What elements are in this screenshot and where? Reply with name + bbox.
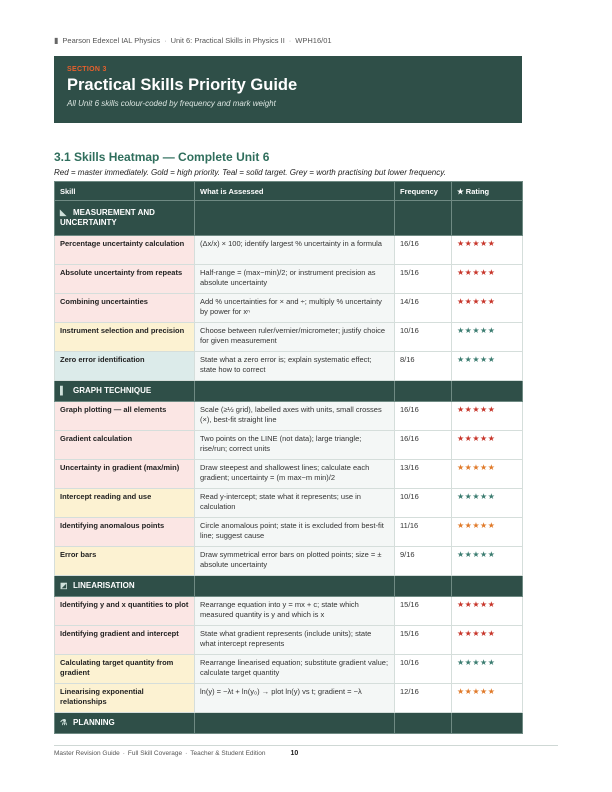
skill-cell: Combining uncertainties <box>55 294 195 323</box>
category-empty-cell <box>195 576 395 597</box>
assessed-cell: Rearrange equation into y = mx + c; state which measured quantity is y and which is x <box>195 597 395 626</box>
assessed-cell: State what gradient represents (include units); state what intercept represents <box>195 626 395 655</box>
rating-stars: ★★★★★ <box>452 518 523 547</box>
frequency-cell: 9/16 <box>395 547 452 576</box>
skill-cell: Instrument selection and precision <box>55 323 195 352</box>
footer-coverage: Full Skill Coverage <box>127 750 183 757</box>
category-empty-cell <box>452 576 523 597</box>
frequency-cell: 16/16 <box>395 236 452 265</box>
column-header-assessed: What is Assessed <box>195 182 395 201</box>
skill-cell: Percentage uncertainty calculation <box>55 236 195 265</box>
frequency-cell: 16/16 <box>395 431 452 460</box>
skill-cell: Graph plotting — all elements <box>55 402 195 431</box>
category-row <box>55 713 523 734</box>
frequency-cell: 15/16 <box>395 265 452 294</box>
category-row <box>55 576 523 597</box>
frequency-cell: 13/16 <box>395 460 452 489</box>
assessed-cell: Two points on the LINE (not data); large triangle; rise/run; correct units <box>195 431 395 460</box>
footer-edition: Teacher & Student Edition <box>190 750 266 757</box>
skill-cell: Identifying gradient and intercept <box>55 626 195 655</box>
assessed-cell: Half-range = (max−min)/2; or instrument precision as absolute uncertainty <box>195 265 395 294</box>
skill-cell: Uncertainty in gradient (max/min) <box>55 460 195 489</box>
skill-cell: Zero error identification <box>55 352 195 381</box>
category-title-cell <box>55 201 195 236</box>
rating-stars: ★★★★★ <box>452 489 523 518</box>
header-unit: Unit 6: Practical Skills in Physics II <box>170 36 285 45</box>
rating-stars: ★★★★★ <box>452 655 523 684</box>
page-number: 10 <box>290 750 299 757</box>
table-row <box>55 547 523 576</box>
category-empty-cell <box>395 713 452 734</box>
skills-heatmap-table <box>54 181 523 734</box>
assessed-cell: Rearrange linearised equation; substitute gradient value; calculate target quantity <box>195 655 395 684</box>
header-board: Pearson Edexcel IAL Physics <box>62 36 161 45</box>
category-title-cell <box>55 381 195 402</box>
rating-stars: ★★★★★ <box>452 460 523 489</box>
header-paper-code: WPH16/01 <box>295 36 332 45</box>
category-row <box>55 381 523 402</box>
assessed-cell: Circle anomalous point; state it is excluded from best-fit line; suggest cause <box>195 518 395 547</box>
header-separator: · <box>288 36 292 45</box>
category-empty-cell <box>195 713 395 734</box>
chart-icon: ▌ <box>60 386 66 395</box>
frequency-cell: 14/16 <box>395 294 452 323</box>
assessed-cell: Read y-intercept; state what it represents; use in calculation <box>195 489 395 518</box>
table-row <box>55 684 523 713</box>
assessed-cell: Add % uncertainties for × and ÷; multiply % uncertainty by power for xⁿ <box>195 294 395 323</box>
assessed-cell: Scale (≥½ grid), labelled axes with units, small crosses (×), best-fit straight line <box>195 402 395 431</box>
category-empty-cell <box>452 381 523 402</box>
ruler-icon: ◣ <box>60 208 67 217</box>
table-row <box>55 431 523 460</box>
table-row <box>55 323 523 352</box>
column-header-rating: ★ Rating <box>452 182 523 201</box>
category-empty-cell <box>195 201 395 236</box>
book-icon: ▮ <box>54 36 59 45</box>
table-row <box>55 236 523 265</box>
column-header-skill: Skill <box>55 182 195 201</box>
table-row <box>55 626 523 655</box>
page-title: Practical Skills Priority Guide <box>67 76 298 94</box>
frequency-cell: 10/16 <box>395 323 452 352</box>
table-row <box>55 402 523 431</box>
table-body <box>55 201 523 734</box>
table-row <box>55 655 523 684</box>
table-row <box>55 489 523 518</box>
category-title-cell <box>55 576 195 597</box>
footer-separator: · <box>122 750 125 757</box>
table-row <box>55 597 523 626</box>
frequency-cell: 12/16 <box>395 684 452 713</box>
assessed-cell: Choose between ruler/vernier/micrometer; justify choice for given measurement <box>195 323 395 352</box>
section-label: SECTION 3 <box>67 66 107 73</box>
table-row <box>55 518 523 547</box>
rating-stars: ★★★★★ <box>452 265 523 294</box>
section-banner <box>54 56 522 123</box>
rating-stars: ★★★★★ <box>452 431 523 460</box>
section-heading: 3.1 Skills Heatmap — Complete Unit 6 <box>54 150 270 164</box>
skill-cell: Intercept reading and use <box>55 489 195 518</box>
line-chart-icon: ◩ <box>60 581 68 590</box>
frequency-cell: 8/16 <box>395 352 452 381</box>
table-row <box>55 294 523 323</box>
category-empty-cell <box>452 201 523 236</box>
rating-stars: ★★★★★ <box>452 352 523 381</box>
skill-cell: Calculating target quantity from gradient <box>55 655 195 684</box>
category-row <box>55 201 523 236</box>
assessed-cell: Draw symmetrical error bars on plotted points; size = ± absolute uncertainty <box>195 547 395 576</box>
skill-cell: Error bars <box>55 547 195 576</box>
category-title: MEASUREMENT AND UNCERTAINTY <box>60 208 155 227</box>
category-empty-cell <box>395 576 452 597</box>
assessed-cell: ln(y) = −λt + ln(y₀) → plot ln(y) vs t; gradient = −λ <box>195 684 395 713</box>
skill-cell: Absolute uncertainty from repeats <box>55 265 195 294</box>
skill-cell: Gradient calculation <box>55 431 195 460</box>
category-empty-cell <box>395 381 452 402</box>
frequency-cell: 10/16 <box>395 489 452 518</box>
frequency-cell: 10/16 <box>395 655 452 684</box>
table-header-row <box>55 182 523 201</box>
category-title-cell <box>55 713 195 734</box>
category-empty-cell <box>452 713 523 734</box>
page-subtitle: All Unit 6 skills colour-coded by frequency and mark weight <box>67 99 276 108</box>
footer-guide: Master Revision Guide <box>54 750 120 757</box>
page-footer <box>54 750 298 757</box>
skill-cell: Identifying y and x quantities to plot <box>55 597 195 626</box>
rating-stars: ★★★★★ <box>452 597 523 626</box>
assessed-cell: Draw steepest and shallowest lines; calculate each gradient; uncertainty = (m max−m min)/2 <box>195 460 395 489</box>
category-title: PLANNING <box>73 718 115 727</box>
rating-stars: ★★★★★ <box>452 294 523 323</box>
rating-stars: ★★★★★ <box>452 547 523 576</box>
category-title: GRAPH TECHNIQUE <box>73 386 152 395</box>
column-header-frequency: Frequency <box>395 182 452 201</box>
flask-icon: ⚗ <box>60 718 68 727</box>
table-row <box>55 460 523 489</box>
skill-cell: Linearising exponential relationships <box>55 684 195 713</box>
rating-stars: ★★★★★ <box>452 684 523 713</box>
footer-separator: · <box>185 750 188 757</box>
table-row <box>55 265 523 294</box>
rating-stars: ★★★★★ <box>452 626 523 655</box>
category-empty-cell <box>195 381 395 402</box>
table-row <box>55 352 523 381</box>
colour-legend: Red = master immediately. Gold = high priority. Teal = solid target. Grey = worth practising but lower frequency. <box>54 168 446 177</box>
category-empty-cell <box>395 201 452 236</box>
frequency-cell: 15/16 <box>395 626 452 655</box>
skill-cell: Identifying anomalous points <box>55 518 195 547</box>
assessed-cell: State what a zero error is; explain systematic effect; state how to correct <box>195 352 395 381</box>
header-separator: · <box>164 36 167 45</box>
category-title: LINEARISATION <box>73 581 135 590</box>
rating-stars: ★★★★★ <box>452 236 523 265</box>
rating-stars: ★★★★★ <box>452 323 523 352</box>
assessed-cell: (Δx/x) × 100; identify largest % uncertainty in a formula <box>195 236 395 265</box>
rating-stars: ★★★★★ <box>452 402 523 431</box>
running-header <box>54 36 332 45</box>
footer-divider <box>54 745 558 746</box>
frequency-cell: 16/16 <box>395 402 452 431</box>
frequency-cell: 15/16 <box>395 597 452 626</box>
frequency-cell: 11/16 <box>395 518 452 547</box>
